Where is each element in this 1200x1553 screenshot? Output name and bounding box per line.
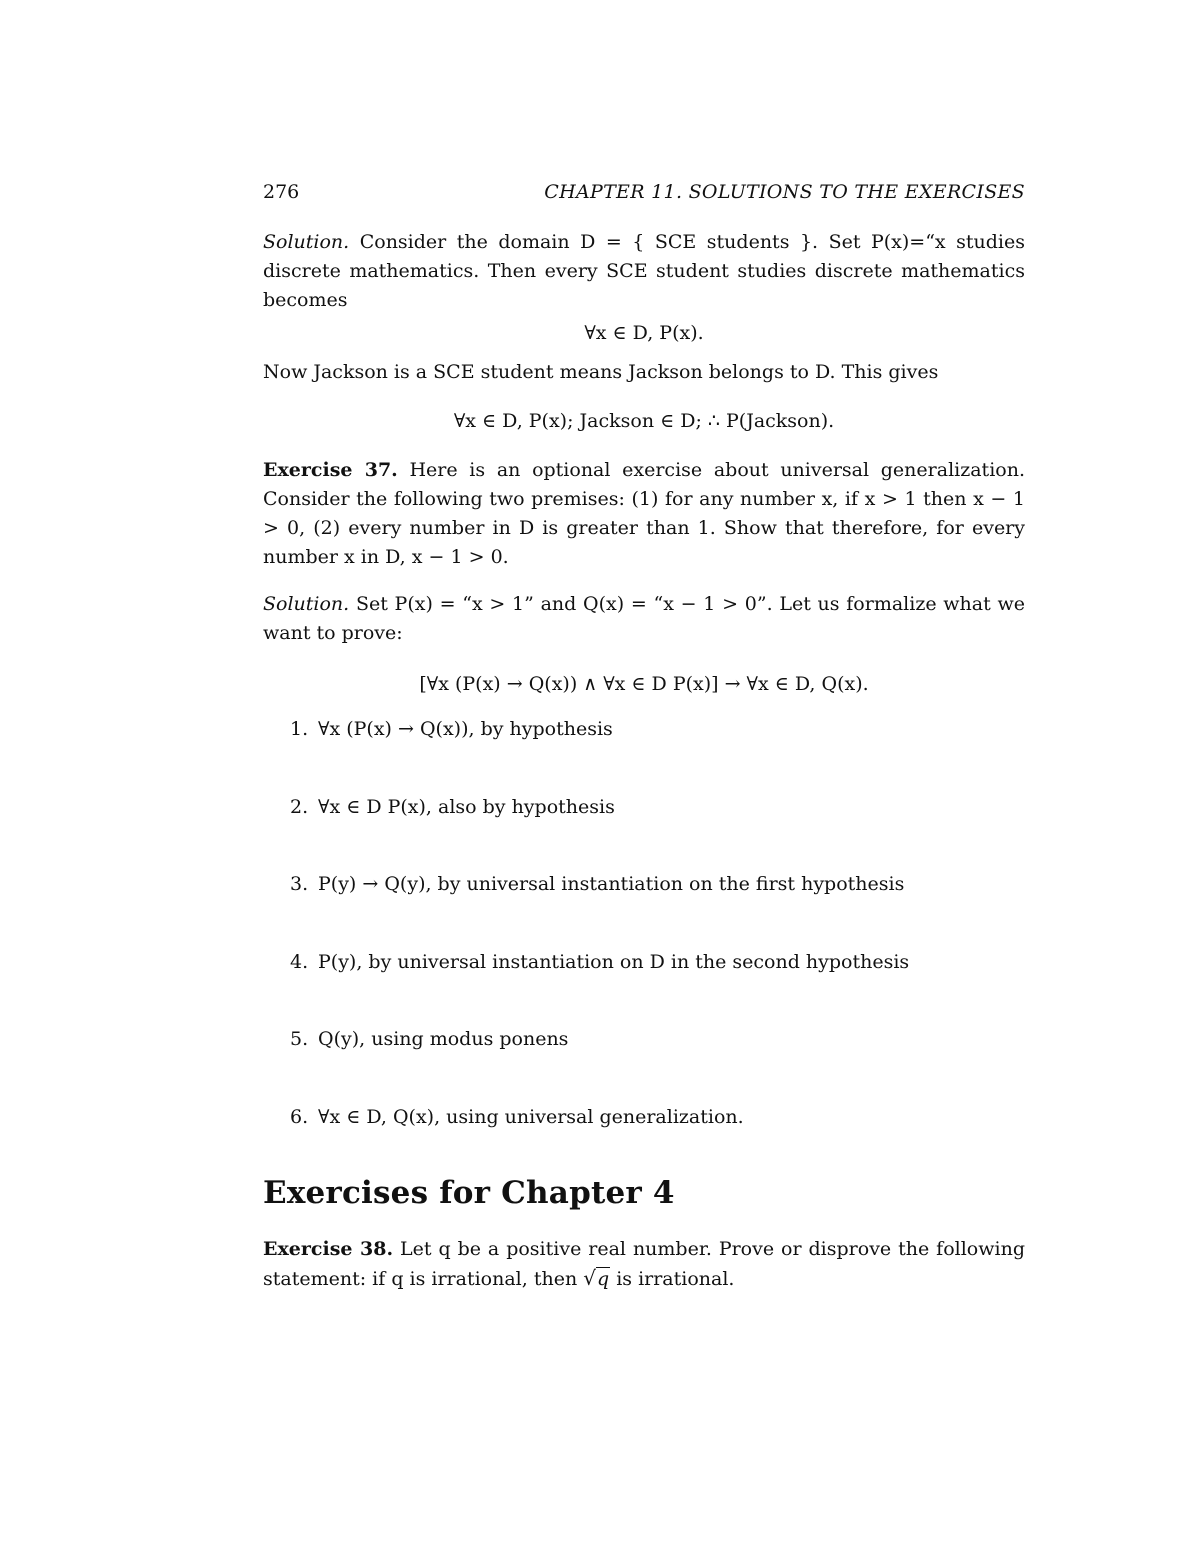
solution-37-text: Set P(x) = “x > 1” and Q(x) = “x − 1 > 0”. Let us formalize what we want to prove: — [263, 593, 1025, 644]
page-number: 276 — [263, 181, 300, 203]
display-equation-1: ∀x ∈ D, P(x). — [584, 322, 704, 344]
running-header — [263, 178, 1025, 214]
exercise-38-text-end: is irrational. — [616, 1267, 735, 1290]
square-root-expression: √q — [583, 1265, 610, 1290]
exercise-label: Exercise 38. — [263, 1237, 394, 1260]
display-equation-3: [∀x (P(x) → Q(x)) ∧ ∀x ∈ D P(x)] → ∀x ∈ D, Q(x). — [419, 673, 869, 695]
document-page — [263, 178, 1025, 1294]
list-item: 1. ∀x (P(x) → Q(x)), by hypothesis — [290, 718, 613, 740]
exercise-37-text: Here is an optional exercise about universal generalization. Consider the following two premises: (1) for any number x, if x > 1 then x − 1 > 0, (2) every number in D is greater than 1. Show that therefore, for every number x in D, x − 1 > 0. — [263, 459, 1025, 568]
exercise-label: Exercise 37. — [263, 459, 398, 481]
solution-37-paragraph — [263, 590, 1025, 648]
solution-36-continuation: Now Jackson is a SCE student means Jackson belongs to D. This gives — [263, 361, 939, 383]
display-equation-2: ∀x ∈ D, P(x); Jackson ∈ D; ∴ P(Jackson). — [453, 410, 835, 432]
solution-label: Solution. — [263, 593, 350, 615]
section-heading: Exercises for Chapter 4 — [263, 1174, 675, 1211]
exercise-38-paragraph — [263, 1235, 1025, 1294]
exercise-37-paragraph — [263, 456, 1025, 572]
solution-label: Solution. — [263, 231, 350, 253]
solution-36-text: Consider the domain D = { SCE students }. Set P(x)=“x studies discrete mathematics. Then every SCE student studies discrete mathematics becomes — [263, 231, 1025, 311]
list-item: 6. ∀x ∈ D, Q(x), using universal generalization. — [290, 1105, 744, 1128]
list-item: 5. Q(y), using modus ponens — [290, 1028, 569, 1050]
list-item: 2. ∀x ∈ D P(x), also by hypothesis — [290, 795, 615, 818]
sqrt-argument: q — [596, 1267, 610, 1290]
exercise-38-text: Let q be a positive real number. Prove or disprove the following statement: if q is irrational, then — [263, 1237, 1025, 1290]
list-item: 3. P(y) → Q(y), by universal instantiation on the first hypothesis — [290, 873, 905, 895]
solution-36-paragraph — [263, 228, 1025, 315]
proof-steps-list — [263, 715, 1025, 1153]
chapter-title: CHAPTER 11. SOLUTIONS TO THE EXERCISES — [544, 181, 1025, 203]
list-item: 4. P(y), by universal instantiation on D in the second hypothesis — [290, 950, 910, 973]
